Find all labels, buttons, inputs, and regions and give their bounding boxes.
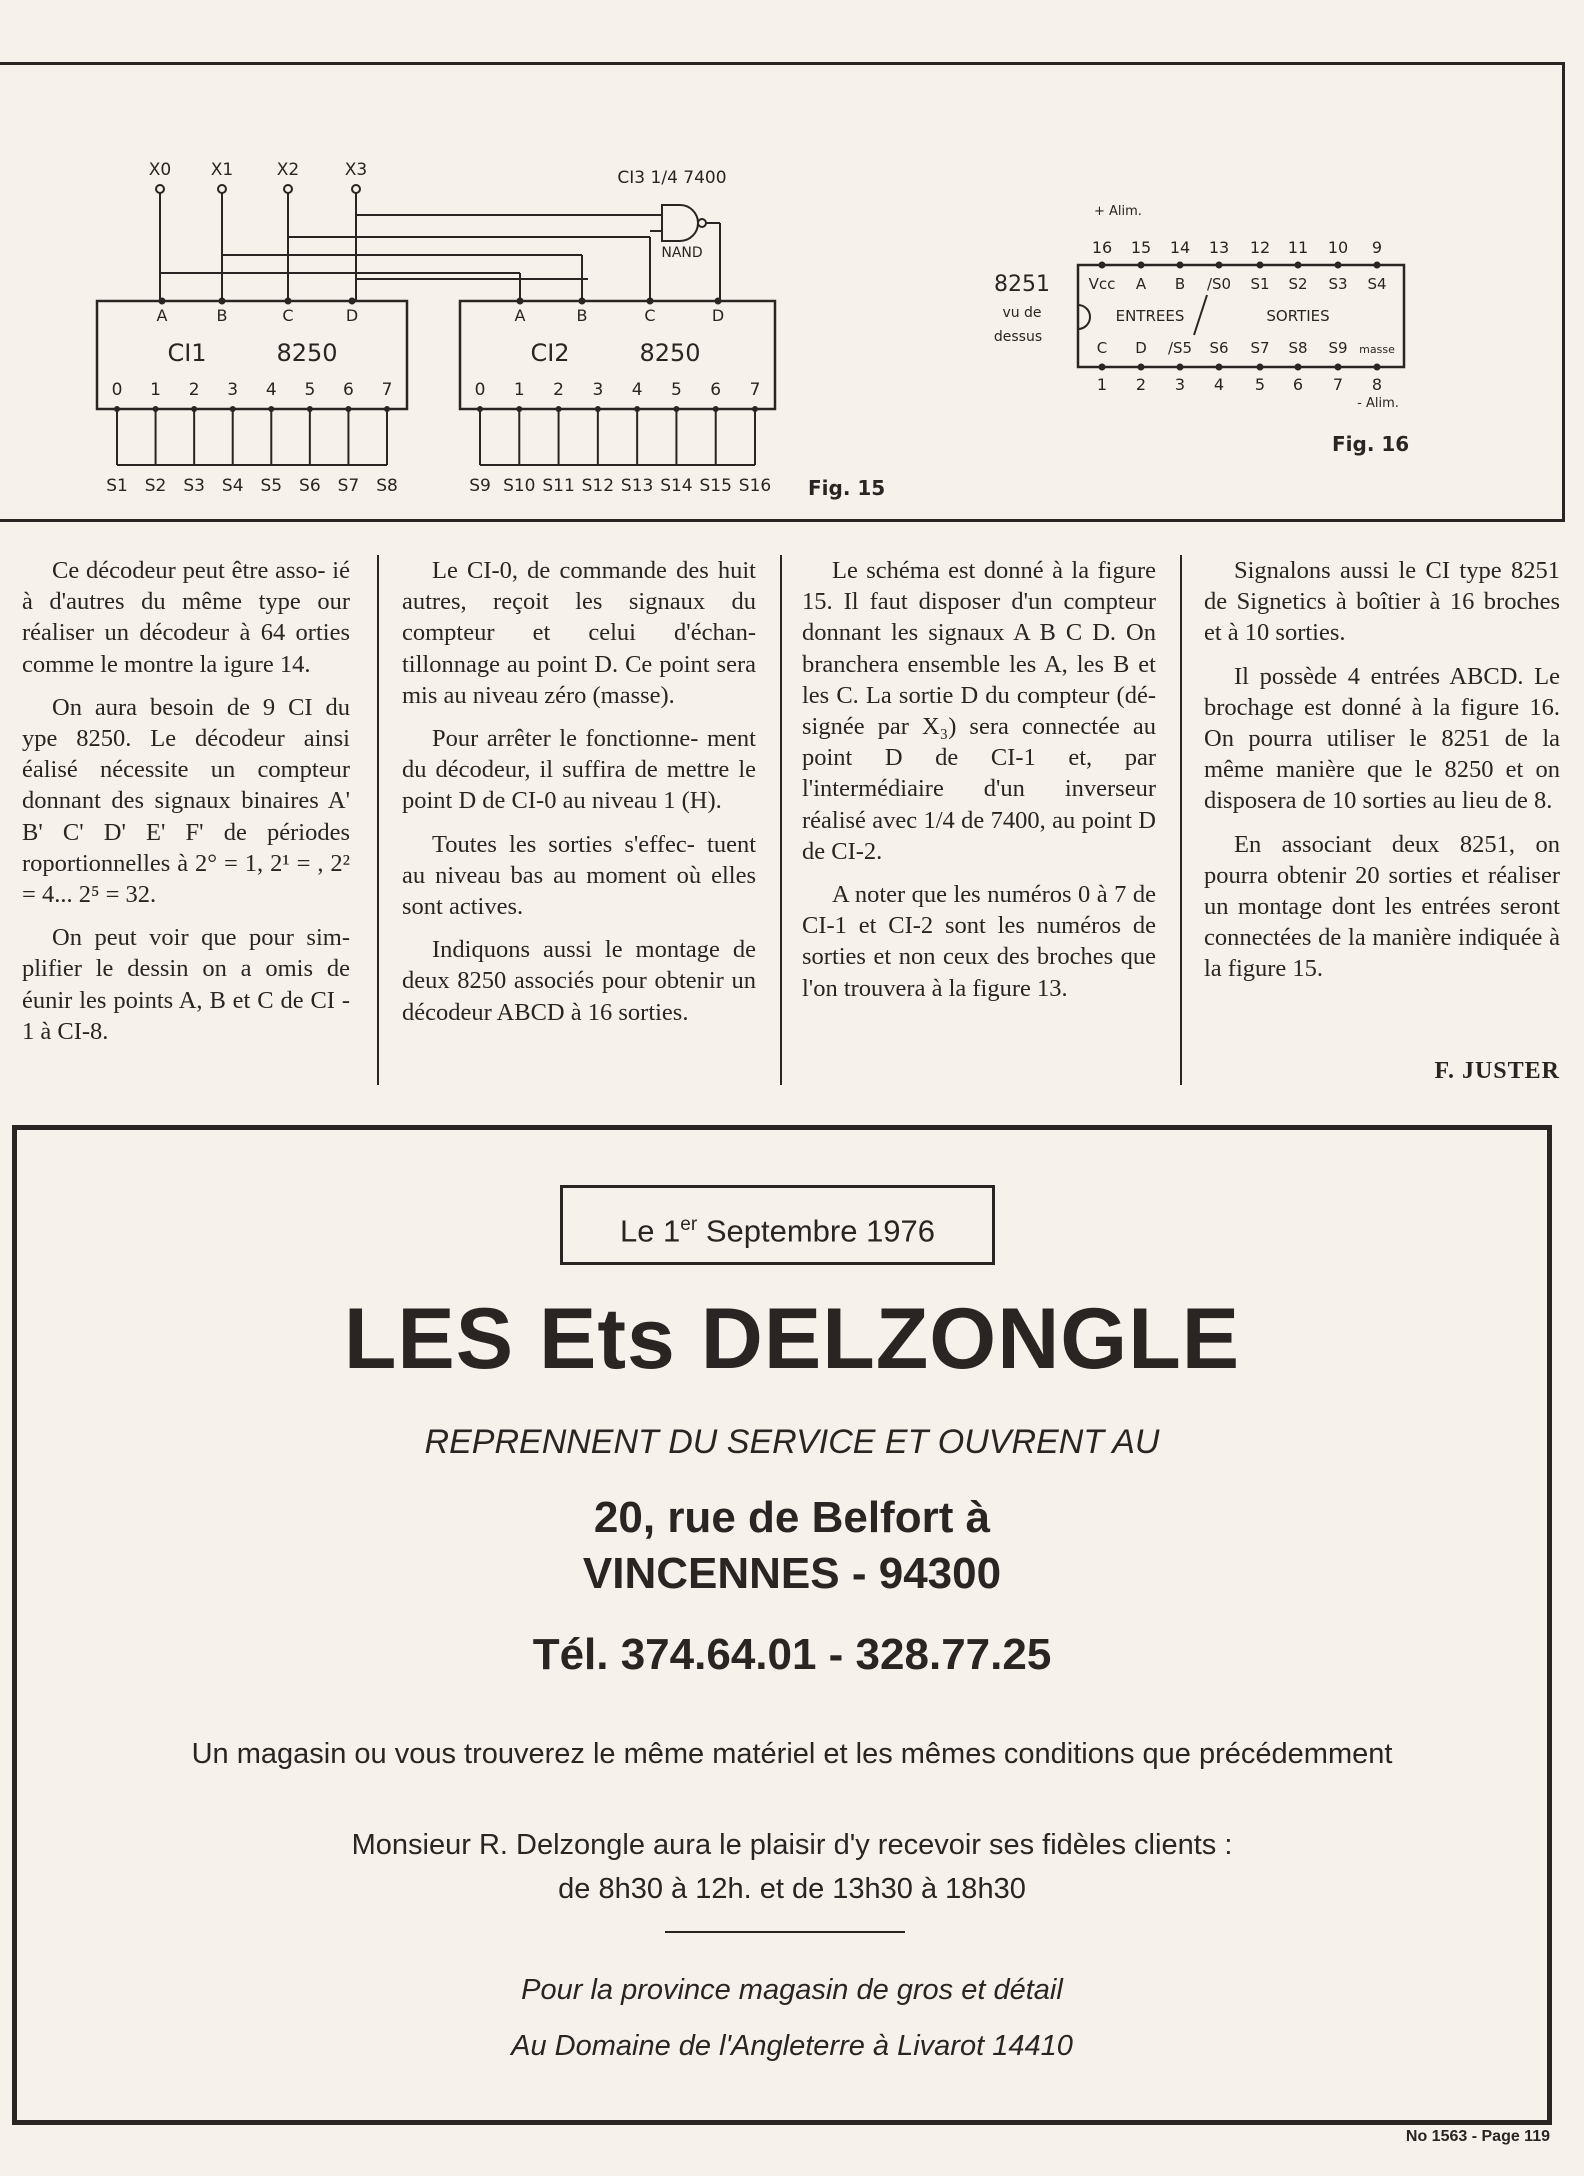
column-divider	[377, 555, 379, 1085]
pin-number: 5	[1254, 375, 1266, 394]
pin-function: B	[1174, 275, 1186, 293]
pin-dot	[1335, 364, 1342, 371]
paragraph: En associant deux 8251, on pourra obtenir 20 sorties et réaliser un montage dont les entrées seront connectées de la manière indiquée à la figure 15.	[1204, 830, 1560, 983]
pin-number: 14	[1169, 238, 1191, 257]
pin-dot	[1177, 262, 1184, 269]
pin-number: 3	[592, 380, 604, 400]
pin-number: 7	[749, 380, 761, 400]
nand-gate	[662, 205, 698, 241]
pin-letter: C	[282, 306, 294, 325]
pin-function: C	[1096, 339, 1108, 357]
paragraph: Ce décodeur peut être asso- ié à d'autres du même type our réaliser un décodeur à 64 orties comme le montre la igure 14.	[22, 557, 350, 678]
pin-dot	[268, 406, 274, 412]
pin-dot	[1295, 262, 1302, 269]
pin-dot	[1099, 364, 1106, 371]
gate-label: CI3 1/4 7400	[617, 168, 727, 188]
pin-dot	[285, 298, 292, 305]
chip-part: 8250	[276, 339, 338, 367]
ic-body	[97, 301, 407, 409]
pin-number: 2	[1135, 375, 1147, 394]
pin-function: S8	[1288, 339, 1308, 357]
pin-dot	[159, 298, 166, 305]
output-label: S10	[503, 476, 536, 496]
pin-dot	[153, 406, 159, 412]
circuit-diagrams	[0, 65, 1565, 525]
pin-number: 1	[150, 380, 161, 400]
output-label: S6	[299, 476, 321, 496]
column-4	[1204, 555, 1560, 997]
output-label: S3	[183, 476, 205, 496]
inputs-label: ENTREES	[1115, 307, 1185, 325]
input-terminal	[218, 185, 226, 193]
pin-dot	[477, 406, 483, 412]
pin-number: 2	[188, 380, 200, 400]
column-1	[22, 555, 350, 1059]
pin-function: S9	[1328, 339, 1348, 357]
pin-dot	[634, 406, 640, 412]
paragraph: Signalons aussi le CI type 8251 de Signetics à boîtier à 16 broches et à 10 sorties.	[1204, 557, 1560, 647]
ad-hours-line1: Monsieur R. Delzongle aura le plaisir d'y recevoir ses fidèles clients :	[351, 1829, 1233, 1861]
chip-note: dessus	[993, 329, 1043, 345]
ad-address-line1: 20, rue de Belfort à	[593, 1493, 991, 1542]
pin-function: /S5	[1167, 339, 1193, 357]
pin-number: 2	[553, 380, 564, 400]
pin-function: masse	[1359, 343, 1395, 356]
pin-number: 7	[1332, 375, 1344, 394]
pin-number: 4	[1213, 375, 1225, 394]
figure-15-caption: Fig. 15	[808, 476, 886, 500]
output-label: S13	[620, 476, 654, 496]
output-label: S11	[542, 476, 575, 496]
pin-dot	[114, 406, 120, 412]
ad-province-line2: Au Domaine de l'Angleterre à Livarot 14410	[511, 2030, 1073, 2062]
alim-plus: + Alim.	[1094, 204, 1142, 219]
pin-letter: D	[711, 306, 725, 325]
input-label: X3	[344, 160, 368, 180]
pin-letter: C	[644, 306, 656, 325]
pin-number: 7	[381, 380, 393, 400]
pin-number: 1	[513, 380, 525, 400]
pin-letter: A	[156, 306, 168, 325]
pin-dot	[230, 406, 236, 412]
pin-number: 6	[1292, 375, 1304, 394]
ad-subtitle: REPRENNENT DU SERVICE ET OUVRENT AU	[424, 1423, 1160, 1461]
output-label: S14	[660, 476, 693, 496]
nand-bubble	[698, 219, 706, 227]
ad-store-line: Un magasin ou vous trouverez le même matériel et les mêmes conditions que précédemment	[191, 1738, 1393, 1770]
output-label: S4	[221, 476, 244, 496]
pin-dot	[579, 298, 586, 305]
paragraph: Indiquons aussi le montage de deux 8250 associés pour obtenir un décodeur ABCD à 16 sorties.	[402, 936, 756, 1026]
ad-title: LES Ets DELZONGLE	[343, 1291, 1241, 1387]
page-folio: No 1563 - Page 119	[1405, 2128, 1550, 2145]
paragraph: Le schéma est donné à la figure 15. Il faut disposer d'un compteur donnant les signaux A B C D. On branchera ensemble les A, les B et les C. La sortie D du compteur (dé- signée par X₃) sera connectée au point D de CI-1 et, par l'intermédiaire d'un inverseur réalisé avec 1/4 de 7400, au point D de CI-2.	[802, 557, 1156, 865]
output-label: S16	[738, 476, 772, 496]
pin-dot	[647, 298, 654, 305]
pin-dot	[556, 406, 562, 412]
input-terminal	[352, 185, 360, 193]
column-2	[402, 555, 756, 1040]
pin-letter: B	[576, 306, 588, 325]
pin-number: 0	[474, 380, 486, 400]
pin-function: S2	[1288, 275, 1308, 293]
ad-province-line1: Pour la province magasin de gros et détail	[521, 1974, 1063, 2006]
pin-function: A	[1135, 275, 1147, 293]
output-label: S2	[144, 476, 167, 496]
pin-dot	[1216, 364, 1223, 371]
pin-number: 11	[1287, 238, 1309, 257]
paragraph: Il possède 4 entrées ABCD. Le brochage est donné à la figure 16. On pourra utiliser le 8251 de la même manière que le 8250 et on disposera de 10 sorties au lieu de 8.	[1204, 662, 1560, 815]
column-divider	[1180, 555, 1182, 1085]
pin-number: 4	[265, 380, 277, 400]
ad-date-suffix: Septembre 1976	[697, 1213, 936, 1249]
chip-name: CI1	[167, 339, 207, 367]
pin-dot	[713, 406, 719, 412]
paragraph: A noter que les numéros 0 à 7 de CI-1 et CI-2 sont les numéros de sorties et non ceux des broches que l'on trouvera à la figure 13.	[802, 881, 1156, 1002]
pin-dot	[1374, 364, 1381, 371]
pin-dot	[1216, 262, 1223, 269]
pin-function: S4	[1367, 275, 1387, 293]
pin-dot	[715, 298, 722, 305]
output-label: S12	[581, 476, 615, 496]
input-label: X0	[148, 160, 172, 180]
ad-date-box	[560, 1185, 995, 1265]
pin-function: D	[1135, 339, 1147, 357]
paragraph: On peut voir que pour sim- plifier le dessin on a omis de éunir les points A, B et C de CI - 1 à CI-8.	[22, 924, 350, 1045]
pin-number: 13	[1208, 238, 1230, 257]
outputs-label: SORTIES	[1266, 307, 1330, 325]
pin-number: 3	[1174, 375, 1186, 394]
pin-dot	[595, 406, 601, 412]
figure-15-schematic	[97, 160, 775, 496]
pin-dot	[219, 298, 226, 305]
pin-dot	[752, 406, 758, 412]
pin-function: Vcc	[1088, 275, 1116, 293]
ad-province	[0, 1962, 1584, 2074]
input-terminal	[284, 185, 292, 193]
figure-16-caption: Fig. 16	[1332, 432, 1410, 456]
pin-number: 5	[304, 380, 316, 400]
ad-address-line2: VINCENNES - 94300	[582, 1549, 1002, 1598]
figures-panel	[0, 62, 1565, 522]
pin-letter: D	[345, 306, 359, 325]
pin-dot	[1099, 262, 1106, 269]
pin-number: 1	[1096, 375, 1108, 394]
chip-name: CI2	[530, 339, 570, 367]
pin-function: S3	[1328, 275, 1348, 293]
pin-function: S6	[1209, 339, 1229, 357]
pin-number: 6	[343, 380, 354, 400]
alim-minus: - Alim.	[1357, 396, 1399, 411]
pin-letter: B	[216, 306, 228, 325]
pin-function: S7	[1250, 339, 1270, 357]
pin-dot	[1138, 364, 1145, 371]
pin-number: 8	[1371, 375, 1383, 394]
pin-dot	[1257, 364, 1264, 371]
pin-number: 3	[227, 380, 239, 400]
paragraph: Toutes les sorties s'effec- tuent au niveau bas au moment où elles sont actives.	[402, 830, 756, 921]
ad-divider	[665, 1931, 905, 1933]
output-label: S1	[106, 476, 128, 496]
output-label: S15	[699, 476, 732, 496]
pin-number: 10	[1327, 238, 1349, 257]
pin-dot	[1374, 262, 1381, 269]
ic-notch	[1078, 305, 1090, 329]
pin-dot	[345, 406, 351, 412]
input-terminal	[156, 185, 164, 193]
ad-date-prefix: Le 1	[619, 1213, 681, 1249]
pin-number: 4	[631, 380, 643, 400]
ad-date-sup: er	[680, 1214, 698, 1235]
pin-dot	[384, 406, 390, 412]
paragraph: Le CI-0, de commande des huit autres, reçoit les signaux du compteur et celui d'échan- tillonnage au point D. Ce point sera mis au niveau zéro (masse).	[402, 557, 756, 709]
column-divider	[780, 555, 782, 1085]
pin-number: 6	[710, 380, 722, 400]
divider-slash	[1194, 295, 1207, 335]
pin-number: 5	[671, 380, 682, 400]
chip-note: vu de	[1002, 305, 1042, 321]
pin-number: 0	[111, 380, 123, 400]
pin-dot	[1138, 262, 1145, 269]
ad-address	[0, 1490, 1584, 1602]
chip-8251-name: 8251	[994, 272, 1050, 297]
ic-body	[460, 301, 775, 409]
output-label: S9	[469, 476, 491, 496]
pin-number: 16	[1091, 238, 1113, 257]
input-label: X2	[276, 160, 300, 180]
ad-hours	[0, 1823, 1584, 1911]
nand-label: NAND	[661, 245, 703, 261]
pin-dot	[1295, 364, 1302, 371]
pin-dot	[191, 406, 197, 412]
pin-function: /S0	[1206, 275, 1232, 293]
pin-number: 9	[1371, 238, 1383, 257]
pin-number: 15	[1130, 238, 1152, 257]
pin-function: S1	[1250, 275, 1270, 293]
paragraph: Pour arrêter le fonctionne- ment du décodeur, il suffira de mettre le point D de CI-0 au niveau 1 (H).	[402, 725, 756, 815]
column-3	[802, 555, 1156, 1016]
figure-16-pinout	[994, 204, 1404, 411]
output-label: S5	[260, 476, 283, 496]
pin-dot	[349, 298, 356, 305]
pin-dot	[517, 298, 524, 305]
output-label: S8	[376, 476, 398, 496]
pin-dot	[1335, 262, 1342, 269]
pin-number: 12	[1249, 238, 1271, 257]
pin-dot	[673, 406, 679, 412]
pin-dot	[1257, 262, 1264, 269]
output-label: S7	[337, 476, 360, 496]
ad-hours-line2: de 8h30 à 12h. et de 13h30 à 18h30	[558, 1873, 1026, 1905]
pin-letter: A	[514, 306, 526, 325]
input-label: X1	[210, 160, 234, 180]
ad-phone: Tél. 374.64.01 - 328.77.25	[532, 1630, 1052, 1679]
author-signature: F. JUSTER	[1434, 1058, 1560, 1084]
pin-dot	[1177, 364, 1184, 371]
chip-part: 8250	[639, 339, 701, 367]
paragraph: On aura besoin de 9 CI du ype 8250. Le décodeur ainsi éalisé nécessite un compteur donnant des signaux binaires A' B' C' D' E' F' de périodes roportionnelles à 2° = 1, 2¹ = , 2² = 4... 2⁵ = 32.	[22, 693, 350, 909]
pin-dot	[307, 406, 313, 412]
pin-dot	[516, 406, 522, 412]
